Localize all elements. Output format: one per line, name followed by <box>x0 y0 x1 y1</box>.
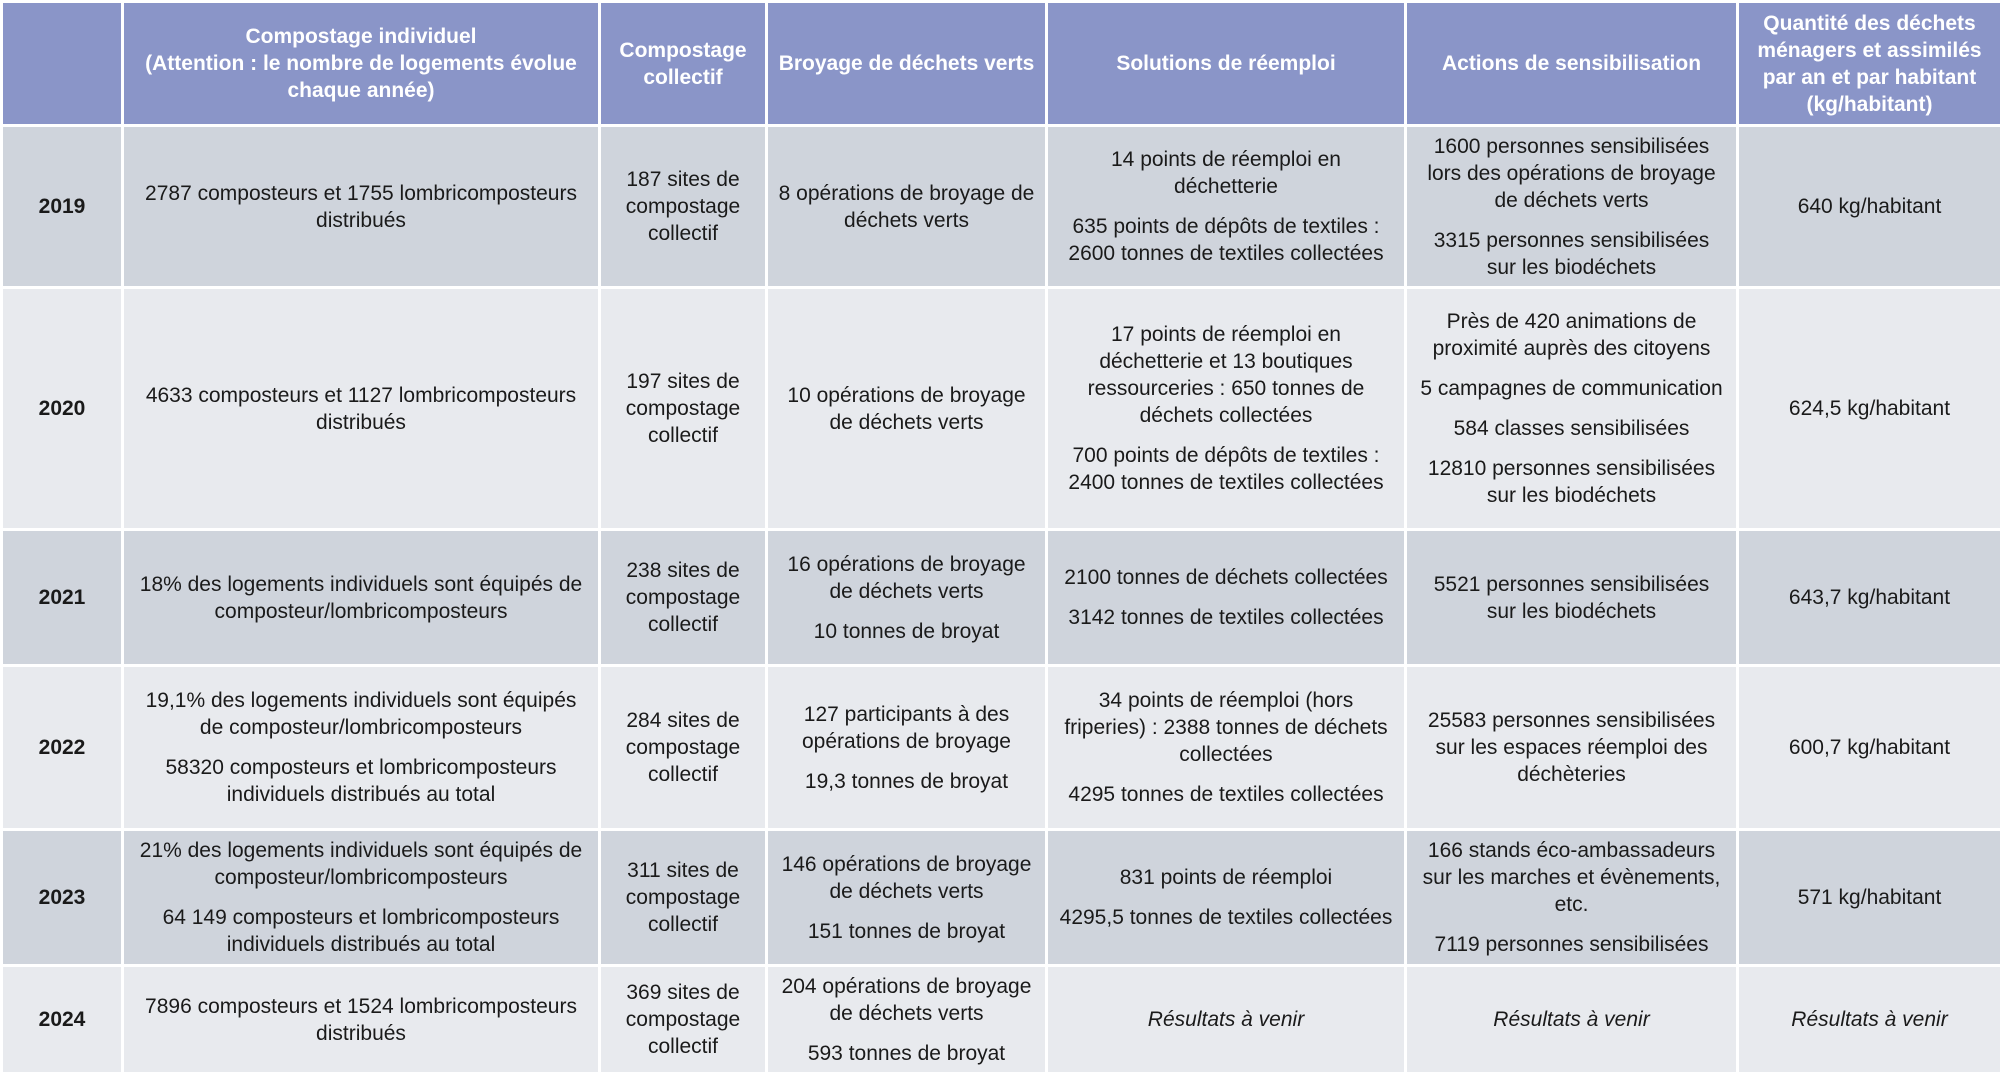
cell-sensibilisation-line: 166 stands éco-ambassadeurs sur les marches et évènements, etc. <box>1422 839 1721 916</box>
cell-broyage-line: 16 opérations de broyage de déchets verts <box>787 552 1026 603</box>
cell-individuel <box>123 966 600 1074</box>
cell-individuel-line: 7896 composteurs et 1524 lombricomposteurs distribués <box>145 994 577 1045</box>
cell-individuel <box>123 126 600 288</box>
cell-individuel-line: 19,1% des logements individuels sont équipés de composteur/lombricomposteurs <box>145 689 577 739</box>
header-individuel <box>123 2 600 126</box>
cell-collectif <box>600 126 767 288</box>
cell-reemploi <box>1047 666 1406 830</box>
header-year <box>2 2 123 126</box>
cell-sensibilisation-line: 584 classes sensibilisées <box>1453 417 1690 440</box>
cell-sensibilisation <box>1406 666 1738 830</box>
cell-sensibilisation-line: Résultats à venir <box>1493 1008 1650 1031</box>
cell-reemploi <box>1047 288 1406 530</box>
cell-year: 2024 <box>2 966 123 1074</box>
cell-collectif-line: 187 sites de compostage collectif <box>625 168 741 245</box>
cell-quantite: 624,5 kg/habitant <box>1738 288 2000 530</box>
table-row <box>2 530 2000 666</box>
cell-sensibilisation-line: Près de 420 animations de proximité auprès des citoyens <box>1432 310 1711 360</box>
cell-reemploi-line: 3142 tonnes de textiles collectées <box>1068 606 1384 629</box>
cell-reemploi <box>1047 830 1406 966</box>
cell-reemploi-line: 2100 tonnes de déchets collectées <box>1064 566 1388 589</box>
header-reemploi: Solutions de réemploi <box>1047 2 1406 126</box>
cell-broyage <box>767 288 1047 530</box>
table-body <box>2 126 2000 1074</box>
cell-collectif-line: 197 sites de compostage collectif <box>625 370 741 447</box>
cell-collectif <box>600 288 767 530</box>
cell-broyage <box>767 530 1047 666</box>
cell-broyage-line: 151 tonnes de broyat <box>807 919 1006 943</box>
cell-sensibilisation <box>1406 288 1738 530</box>
cell-individuel <box>123 288 600 530</box>
cell-broyage-line: 10 opérations de broyage de déchets verts <box>787 383 1026 434</box>
cell-collectif <box>600 530 767 666</box>
cell-year: 2020 <box>2 288 123 530</box>
cell-quantite: 640 kg/habitant <box>1738 126 2000 288</box>
cell-sensibilisation-line: 7119 personnes sensibilisées <box>1434 933 1709 956</box>
cell-collectif-line: 311 sites de compostage collectif <box>625 859 741 936</box>
cell-individuel <box>123 666 600 830</box>
cell-individuel-line: 58320 composteurs et lombricomposteurs individuels distribués au total <box>165 756 557 806</box>
cell-broyage-line: 19,3 tonnes de broyat <box>804 769 1009 793</box>
cell-quantite: 643,7 kg/habitant <box>1738 530 2000 666</box>
cell-year: 2019 <box>2 126 123 288</box>
cell-broyage-line: 204 opérations de broyage de déchets verts <box>781 974 1032 1025</box>
cell-individuel-line: 64 149 composteurs et lombricomposteurs individuels distribués au total <box>162 906 560 956</box>
cell-collectif-line: 369 sites de compostage collectif <box>625 981 741 1058</box>
cell-quantite: 600,7 kg/habitant <box>1738 666 2000 830</box>
cell-broyage-line: 8 opérations de broyage de déchets verts <box>778 181 1035 232</box>
cell-collectif-line: 284 sites de compostage collectif <box>625 709 741 786</box>
header-row <box>2 2 2000 126</box>
header-sensibilisation: Actions de sensibilisation <box>1406 2 1738 126</box>
cell-reemploi-line: 4295,5 tonnes de textiles collectées <box>1059 906 1393 929</box>
cell-quantite: 571 kg/habitant <box>1738 830 2000 966</box>
cell-reemploi-line: 34 points de réemploi (hors friperies) : 2388 tonnes de déchets collectées <box>1064 689 1388 766</box>
cell-reemploi-line: 700 points de dépôts de textiles : 2400 tonnes de textiles collectées <box>1068 444 1384 494</box>
cell-individuel <box>123 530 600 666</box>
cell-sensibilisation-line: 1600 personnes sensibilisées lors des opérations de broyage de déchets verts <box>1427 134 1716 212</box>
table-row <box>2 666 2000 830</box>
cell-sensibilisation-line: 25583 personnes sensibilisées sur les espaces réemploi des déchèteries <box>1427 709 1716 786</box>
cell-sensibilisation <box>1406 530 1738 666</box>
cell-broyage <box>767 966 1047 1074</box>
cell-quantite: Résultats à venir <box>1738 966 2000 1074</box>
cell-reemploi <box>1047 966 1406 1074</box>
cell-individuel-line: 21% des logements individuels sont équipés de composteur/lombricomposteurs <box>139 839 583 889</box>
table-row <box>2 966 2000 1074</box>
cell-broyage <box>767 126 1047 288</box>
cell-sensibilisation <box>1406 830 1738 966</box>
cell-broyage <box>767 666 1047 830</box>
cell-year: 2023 <box>2 830 123 966</box>
cell-sensibilisation-line: 12810 personnes sensibilisées sur les biodéchets <box>1427 457 1716 507</box>
cell-sensibilisation <box>1406 966 1738 1074</box>
header-quantite: Quantité des déchets ménagers et assimilés par an et par habitant (kg/habitant) <box>1738 2 2000 126</box>
cell-sensibilisation-line: 5521 personnes sensibilisées sur les biodéchets <box>1433 572 1710 623</box>
table-row <box>2 288 2000 530</box>
header-collectif: Compostage collectif <box>600 2 767 126</box>
cell-individuel-line: 18% des logements individuels sont équipés de composteur/lombricomposteurs <box>139 572 583 623</box>
cell-sensibilisation-line: 5 campagnes de communication <box>1420 377 1723 400</box>
cell-sensibilisation-line: 3315 personnes sensibilisées sur les biodéchets <box>1433 228 1710 279</box>
cell-reemploi-line: 4295 tonnes de textiles collectées <box>1068 783 1384 806</box>
cell-reemploi-line: 831 points de réemploi <box>1119 866 1333 889</box>
cell-reemploi-line: 17 points de réemploi en déchetterie et 13 boutiques ressourceries : 650 tonnes de déchets collectées <box>1087 323 1365 427</box>
cell-collectif-line: 238 sites de compostage collectif <box>625 559 741 636</box>
cell-reemploi-line: Résultats à venir <box>1147 1008 1305 1031</box>
cell-broyage-line: 10 tonnes de broyat <box>813 619 1000 643</box>
cell-individuel-line: 2787 composteurs et 1755 lombricomposteurs distribués <box>145 181 577 232</box>
cell-reemploi-line: 635 points de dépôts de textiles : 2600 tonnes de textiles collectées <box>1068 215 1384 265</box>
cell-broyage-line: 593 tonnes de broyat <box>807 1041 1006 1065</box>
cell-broyage <box>767 830 1047 966</box>
cell-collectif <box>600 966 767 1074</box>
table-row <box>2 126 2000 288</box>
cell-reemploi <box>1047 126 1406 288</box>
cell-year: 2022 <box>2 666 123 830</box>
cell-reemploi-line: 14 points de réemploi en déchetterie <box>1111 148 1341 198</box>
cell-individuel-line: 4633 composteurs et 1127 lombricomposteurs distribués <box>145 383 577 434</box>
cell-sensibilisation <box>1406 126 1738 288</box>
cell-broyage-line: 146 opérations de broyage de déchets verts <box>781 852 1032 903</box>
cell-year: 2021 <box>2 530 123 666</box>
cell-collectif <box>600 830 767 966</box>
header-individuel-text: Compostage individuel (Attention : le nombre de logements évolue chaque année) <box>145 25 577 102</box>
cell-broyage-line: 127 participants à des opérations de broyage <box>802 702 1011 753</box>
cell-collectif <box>600 666 767 830</box>
table-row <box>2 830 2000 966</box>
cell-individuel <box>123 830 600 966</box>
header-broyage: Broyage de déchets verts <box>767 2 1047 126</box>
cell-reemploi <box>1047 530 1406 666</box>
